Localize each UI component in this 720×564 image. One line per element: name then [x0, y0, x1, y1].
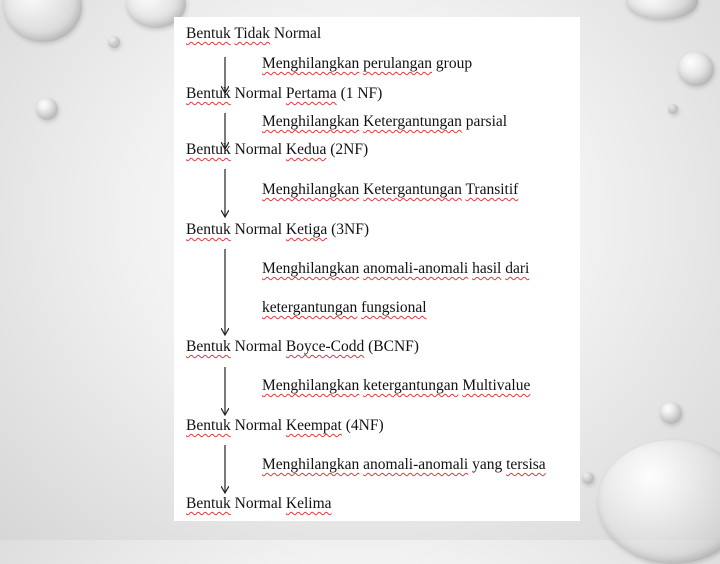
transition-step-continued: ketergantungan fungsional [262, 299, 427, 316]
water-drop-decoration [108, 36, 120, 48]
transition-step: Menghilangkan ketergantungan Multivalue [262, 377, 531, 394]
transition-step: Menghilangkan anomali-anomali yang tersisa [262, 456, 546, 473]
transition-step: Menghilangkan Ketergantungan parsial [262, 113, 508, 130]
water-drop-decoration [678, 52, 714, 86]
normal-form-level: Bentuk Normal Pertama (1 NF) [186, 85, 383, 102]
normal-form-level: Bentuk Tidak Normal [186, 25, 322, 42]
water-drop-decoration [626, 0, 698, 20]
water-drop-decoration [668, 104, 678, 114]
water-drop-decoration [4, 0, 82, 42]
normalization-document [174, 17, 580, 521]
water-drop-decoration [660, 402, 682, 424]
normal-form-level: Bentuk Normal Kelima [186, 495, 332, 512]
transition-step: Menghilangkan Ketergantungan Transitif [262, 181, 519, 198]
water-drop-decoration [36, 98, 58, 120]
normal-form-level: Bentuk Normal Keempat (4NF) [186, 417, 384, 434]
water-drop-decoration [582, 472, 594, 484]
normal-form-level: Bentuk Normal Ketiga (3NF) [186, 221, 369, 238]
transition-step: Menghilangkan perulangan group [262, 55, 473, 72]
water-drop-decoration [598, 440, 720, 564]
normal-form-level: Bentuk Normal Kedua (2NF) [186, 141, 369, 158]
transition-step: Menghilangkan anomali-anomali hasil dari [262, 260, 530, 277]
normal-form-level: Bentuk Normal Boyce-Codd (BCNF) [186, 338, 419, 355]
